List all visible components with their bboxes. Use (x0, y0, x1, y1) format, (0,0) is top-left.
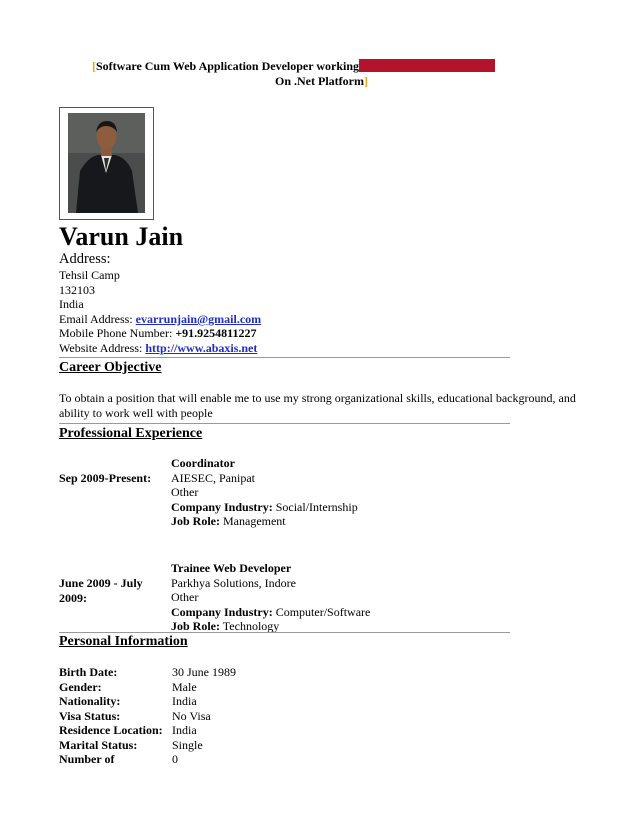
contact-block (59, 251, 261, 356)
person-photo-icon (68, 113, 145, 213)
role-label: Job Role: (171, 619, 220, 633)
professional-experience-heading: Professional Experience (59, 426, 203, 441)
career-objective-text: To obtain a position that will enable me to use my strong organizational skills, educational background, and ability to work well with people (59, 391, 576, 420)
industry-value: Computer/Software (275, 604, 371, 619)
job-title: Coordinator (171, 456, 235, 470)
candidate-name: Varun Jain (59, 222, 184, 251)
address-label: Address: (59, 251, 111, 267)
header-title-line1: Software Cum Web Application Developer working (96, 59, 360, 73)
profile-photo-frame (59, 107, 154, 220)
address-line: India (59, 297, 84, 312)
mobile-label: Mobile Phone Number: (59, 326, 173, 341)
info-label: Birth Date: (59, 665, 118, 679)
info-label: Number of (59, 752, 115, 766)
personal-info-row (59, 694, 236, 709)
divider (59, 357, 510, 358)
job-type: Other (171, 590, 199, 604)
header-title-line2: On .Net Platform (275, 74, 364, 88)
info-value: India (172, 694, 197, 708)
experience-entry (171, 456, 358, 529)
personal-info-row (59, 680, 236, 695)
redaction-bar (359, 59, 495, 72)
role-row (171, 514, 358, 529)
experience-date-line2: 2009: (59, 590, 87, 605)
website-label: Website Address: (59, 340, 143, 355)
info-label: Gender: (59, 679, 102, 694)
info-label: Nationality: (59, 694, 121, 708)
career-objective-heading: Career Objective (59, 360, 162, 375)
personal-info-list (59, 665, 236, 767)
industry-label: Company Industry: (171, 499, 273, 514)
personal-info-row (59, 709, 236, 724)
experience-date: Sep 2009-Present: (59, 471, 152, 485)
role-label: Job Role: (171, 514, 220, 528)
info-value: No Visa (172, 708, 211, 723)
role-value: Technology (222, 619, 280, 633)
personal-info-row (59, 738, 236, 753)
experience-entry (171, 561, 370, 634)
personal-information-heading: Personal Information (59, 634, 188, 649)
header-line-1 (92, 59, 532, 74)
info-value: 30 June 1989 (172, 665, 236, 679)
email-row (59, 312, 261, 327)
experience-date-line1: June 2009 - July (59, 576, 143, 590)
mobile-number: +91.9254811227 (175, 326, 257, 341)
industry-row (171, 500, 358, 515)
job-type: Other (171, 485, 199, 499)
info-value: India (172, 723, 197, 737)
email-link[interactable]: evarrunjain@gmail.com (135, 311, 262, 326)
industry-row (171, 605, 370, 620)
company-name: Parkhya Solutions, Indore (171, 575, 296, 590)
website-row (59, 341, 261, 356)
website-link[interactable]: http://www.abaxis.net (145, 340, 258, 355)
industry-label: Company Industry: (171, 604, 273, 619)
address-line: 132103 (59, 282, 95, 297)
info-label: Visa Status: (59, 708, 121, 723)
personal-info-row (59, 665, 236, 680)
info-value: Single (172, 737, 203, 752)
header-close-bracket: ] (363, 74, 368, 88)
resume-header (92, 59, 532, 89)
info-value: 0 (172, 752, 178, 766)
profile-photo (68, 113, 145, 213)
header-line-2 (92, 74, 532, 89)
mobile-row (59, 326, 261, 341)
personal-info-row (59, 723, 236, 738)
info-label: Residence Location: (59, 723, 163, 737)
header-open-bracket: [ (92, 59, 96, 73)
role-value: Management (223, 514, 286, 528)
info-value: Male (172, 679, 197, 694)
experience-date (59, 576, 143, 605)
company-name: AIESEC, Panipat (171, 470, 255, 485)
job-title: Trainee Web Developer (171, 561, 292, 575)
divider (59, 423, 510, 424)
divider (59, 632, 510, 633)
industry-value: Social/Internship (275, 499, 358, 514)
email-label: Email Address: (59, 311, 133, 326)
address-line: Tehsil Camp (59, 268, 120, 282)
personal-info-row (59, 752, 236, 767)
info-label: Marital Status: (59, 737, 138, 752)
